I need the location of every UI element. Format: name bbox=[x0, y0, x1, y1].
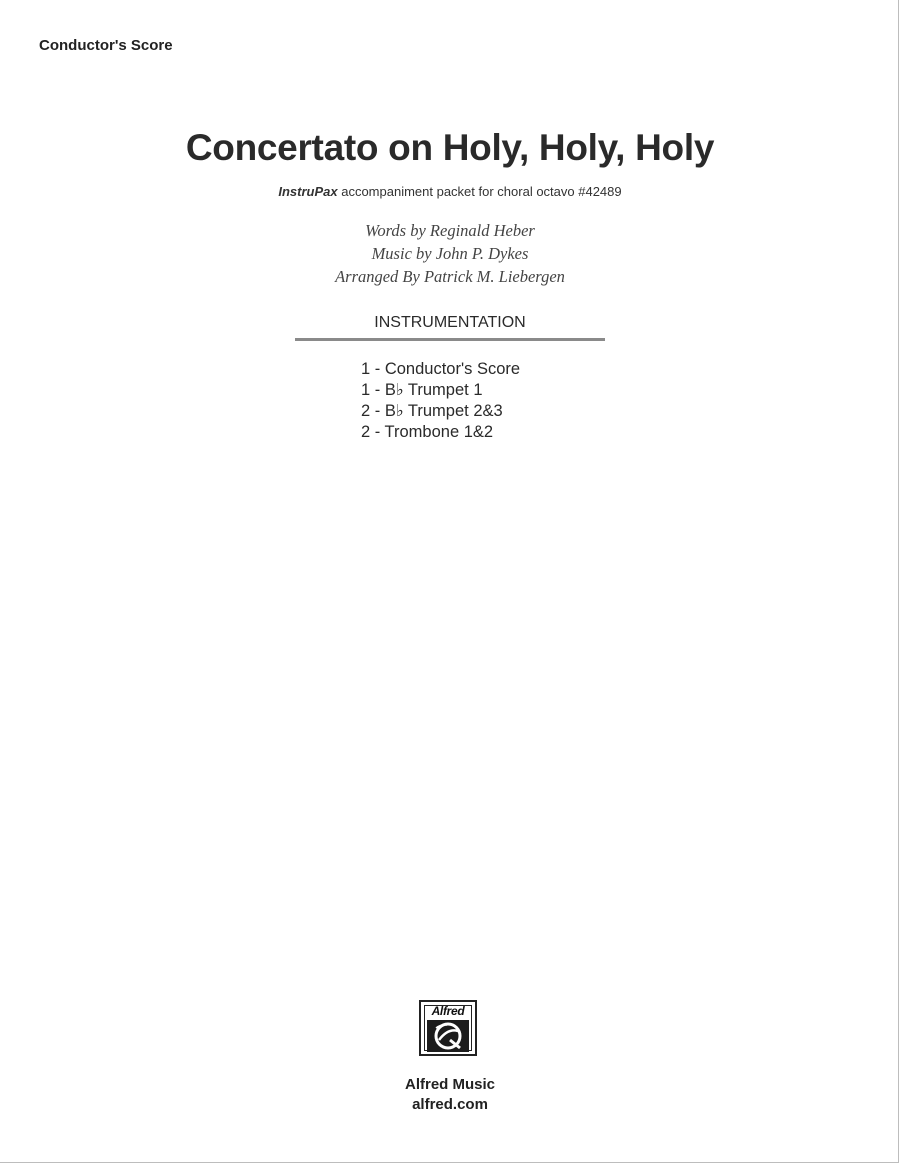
logo-emblem-icon bbox=[427, 1020, 469, 1052]
subtitle bbox=[0, 184, 900, 199]
publisher-block bbox=[0, 1075, 900, 1115]
credit-words: Words by Reginald Heber bbox=[365, 221, 535, 240]
logo-wordmark: Alfred bbox=[431, 1004, 465, 1018]
score-type-label: Conductor's Score bbox=[39, 37, 173, 54]
credit-arranged: Arranged By Patrick M. Liebergen bbox=[335, 267, 565, 286]
subtitle-brand: InstruPax bbox=[278, 184, 338, 199]
instrumentation-item: 2 - Trombone 1&2 bbox=[361, 423, 494, 441]
instrumentation-item: 2 - B♭ Trumpet 2&3 bbox=[361, 402, 503, 420]
credits bbox=[0, 219, 900, 288]
instrumentation-list bbox=[361, 359, 520, 443]
subtitle-text: accompaniment packet for choral octavo #42489 bbox=[337, 184, 622, 199]
instrumentation-item: 1 - B♭ Trumpet 1 bbox=[361, 381, 483, 399]
page-title: Concertato on Holy, Holy, Holy bbox=[185, 127, 715, 168]
instrumentation-divider bbox=[295, 338, 605, 341]
instrumentation-item: 1 - Conductor's Score bbox=[361, 360, 521, 378]
publisher-name: Alfred Music bbox=[404, 1076, 495, 1093]
publisher-url[interactable]: alfred.com bbox=[412, 1096, 488, 1113]
instrumentation-heading: INSTRUMENTATION bbox=[374, 314, 526, 331]
alfred-logo-icon bbox=[419, 1000, 477, 1056]
credit-music: Music by John P. Dykes bbox=[371, 244, 529, 263]
